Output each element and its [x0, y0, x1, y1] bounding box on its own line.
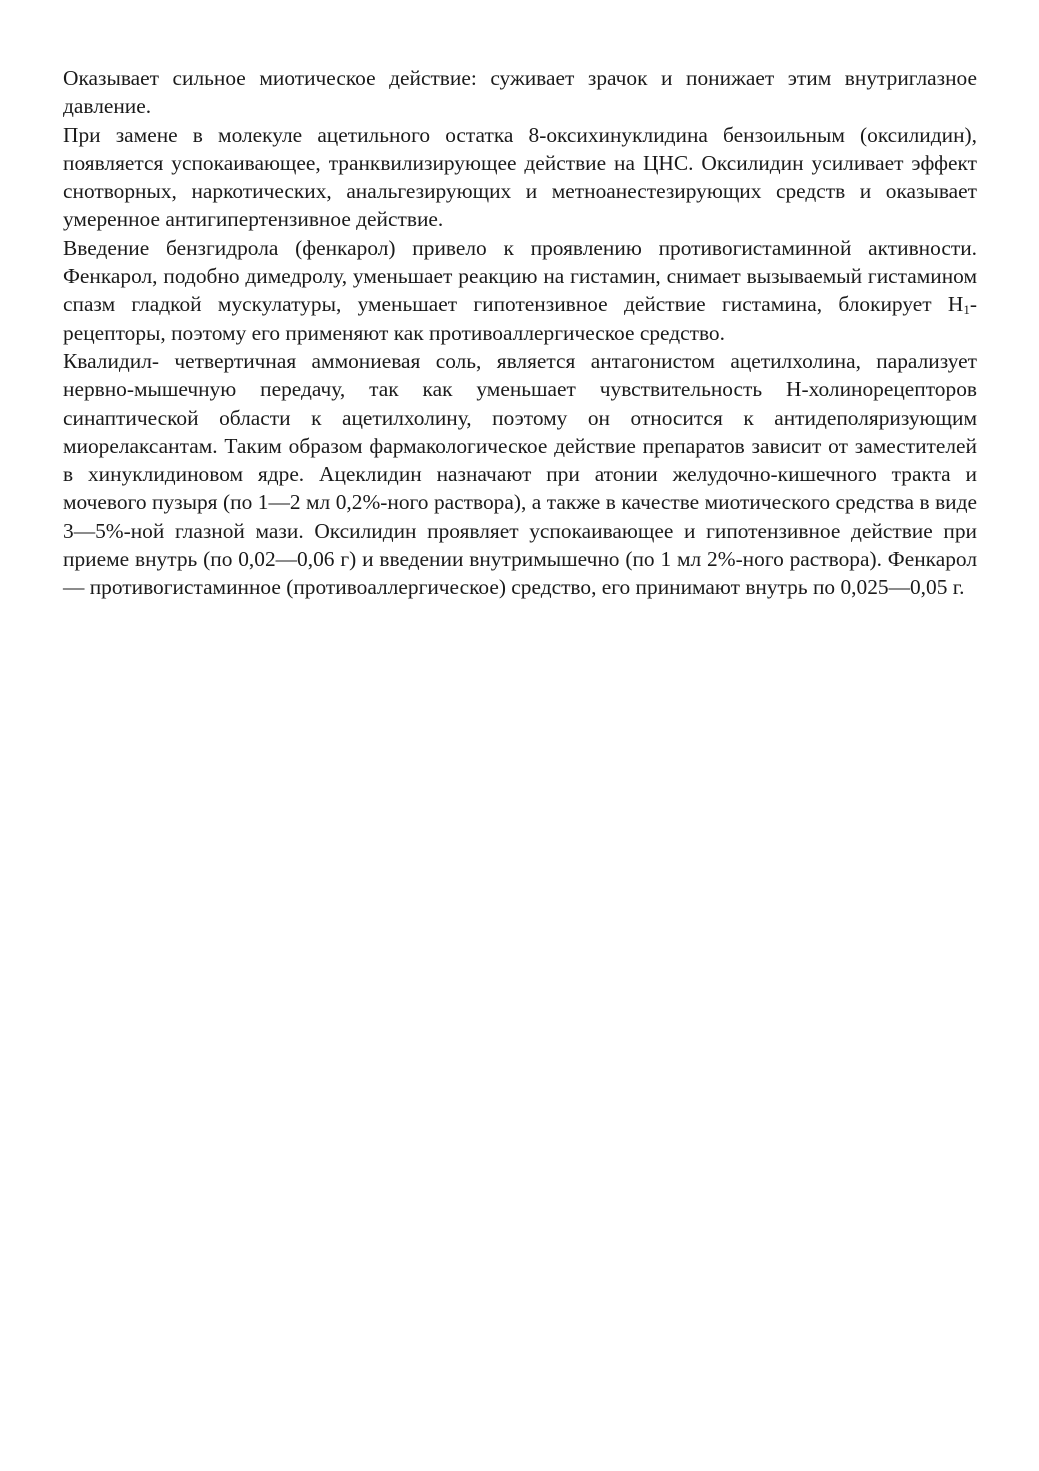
paragraph-qualidil: Квалидил- четвертичная аммониевая соль, является антагонистом ацетилхолина, парализует нервно-мышечную передачу, так как уменьшает чувствительность Н-холинорецепторов синаптической области к ацетилхолину, поэтому он относится к антидеполяризующим миорелаксантам. Таким образом фармакологическое действие препаратов зависит от заместителей в хинуклидиновом ядре. Ацеклидин назначают при атонии желудочно-кишечного тракта и мочевого пузыря (по 1—2 мл 0,2%-ного раствора), а также в качестве миотического средства в виде 3—5%-ной глазной мази. Оксилидин проявляет успокаивающее и гипотензивное действие при приеме внутрь (по 0,02—0,06 г) и введении внутримышечно (по 1 мл 2%-ного раствора). Фенкарол — противогистаминное (противоаллергическое) средство, его принимают внутрь по 0,025—0,05 г.: [63, 348, 977, 600]
paragraph-oxylidine: При замене в молекуле ацетильного остатка 8-оксихинуклидина бензоильным (оксилидин), появляется успокаивающее, транквилизирующее действие на ЦНС. Оксилидин усиливает эффект снотворных, наркотических, анальгезирующих и метноанестезирующих средств и оказывает умеренное антигипертензивное действие.: [63, 122, 977, 232]
h1-subscript: 1: [963, 302, 970, 318]
paragraph-fenkarol-text-end: -рецепторы, поэтому его применяют как противоаллергическое средство.: [63, 292, 977, 345]
paragraph-fenkarol: [63, 234, 977, 347]
paragraph-miotic-action: Оказывает сильное миотическое действие: суживает зрачок и понижает этим внутриглазное давление.: [63, 66, 977, 119]
paragraph-fenkarol-text-start: Введение бензгидрола (фенкарол) привело к проявлению противогистаминной активности. Фенкарол, подобно димедролу, уменьшает реакцию на гистамин, снимает вызываемый гистамином спазм гладкой мускулатуры, уменьшает гипотензивное действие гистамина, блокирует Н: [63, 235, 977, 317]
document-page: [63, 64, 977, 602]
